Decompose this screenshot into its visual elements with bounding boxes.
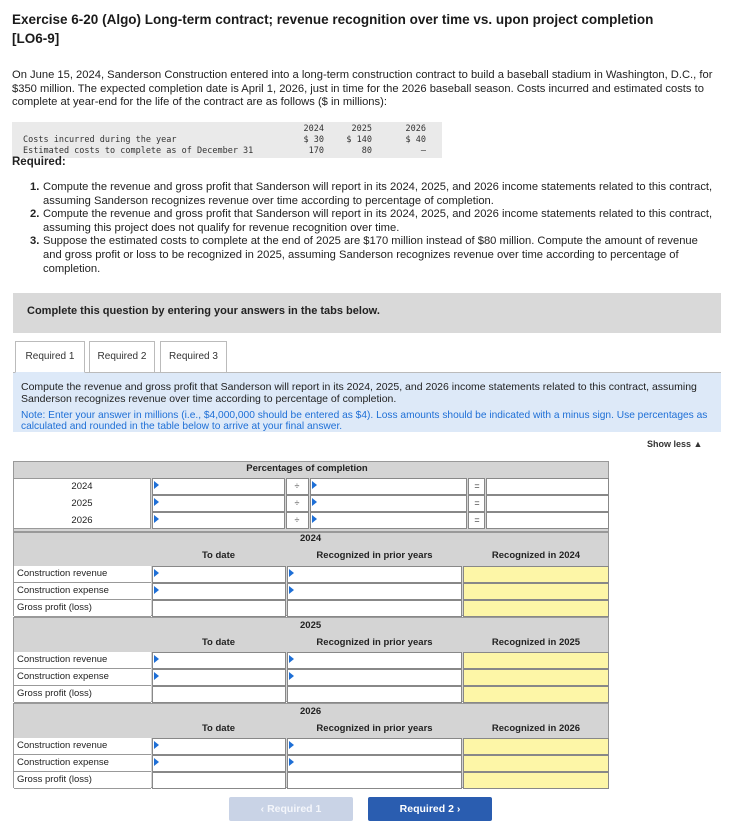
to-date-input[interactable]	[152, 600, 286, 617]
section-year: 2025	[300, 620, 322, 631]
col-to-date: To date	[201, 550, 236, 561]
col-to-date: To date	[201, 637, 236, 648]
prior-years-input[interactable]	[287, 772, 462, 789]
recognized-input[interactable]	[463, 755, 609, 772]
row-label-expense: Construction expense	[14, 669, 151, 686]
divide-symbol: ÷	[294, 515, 300, 525]
instruction-panel	[13, 372, 721, 432]
prior-years-input[interactable]	[287, 566, 462, 583]
question-item: 3. Suppose the estimated costs to complete at the end of 2025 are $170 million instead of $80 million. Compute the amount of revenue and gross profit or loss to be recognized in 2025, assuming Sanderson recognizes revenue over time according to percentage of completion.	[30, 235, 698, 275]
cost-year-2025: 2025	[351, 124, 372, 134]
equals-symbol: =	[474, 515, 480, 525]
recognized-input[interactable]	[463, 583, 609, 600]
next-tab-button[interactable]: Required 2 ›	[368, 797, 492, 821]
col-recognized: Recognized in 2026	[491, 723, 581, 734]
col-prior-years: Recognized in prior years	[316, 637, 433, 648]
row-label-gross-profit: Gross profit (loss)	[14, 600, 151, 617]
poc-denominator-input[interactable]	[310, 512, 467, 529]
poc-result-input[interactable]	[486, 512, 609, 529]
to-date-input[interactable]	[152, 652, 286, 669]
to-date-input[interactable]	[152, 583, 286, 600]
problem-intro: On June 15, 2024, Sanderson Construction entered into a long-term construction contract to build a baseball stadium in Washington, D.C., for $350 million. The expected completion date is April 1, 2026, just in time for the 2026 baseball season. Costs incurred and estimated costs to complete at year-end for the life of the contract are as follows ($ in millions):	[12, 69, 713, 108]
poc-year: 2025	[71, 498, 93, 509]
recognized-input[interactable]	[463, 652, 609, 669]
prior-years-input[interactable]	[287, 583, 462, 600]
col-prior-years: Recognized in prior years	[316, 723, 433, 734]
cost-value: 80	[361, 146, 372, 156]
col-recognized: Recognized in 2025	[491, 637, 581, 648]
row-label-revenue: Construction revenue	[14, 738, 151, 755]
cost-row-label: Costs incurred during the year	[23, 135, 177, 145]
to-date-input[interactable]	[152, 772, 286, 789]
required-heading: Required:	[12, 156, 66, 168]
cost-row-label: Estimated costs to complete as of December 31	[23, 146, 254, 156]
row-label-expense: Construction expense	[14, 755, 151, 772]
section-year: 2026	[300, 706, 322, 717]
prior-years-input[interactable]	[287, 686, 462, 703]
row-label-revenue: Construction revenue	[14, 566, 151, 583]
poc-numerator-input[interactable]	[152, 495, 285, 512]
cost-value: 170	[308, 146, 324, 156]
page-title: Exercise 6-20 (Algo) Long-term contract; revenue recognition over time vs. upon project completion [LO6-9]	[12, 12, 654, 46]
cost-value: $ 30	[303, 135, 324, 145]
cost-value: –	[420, 146, 426, 156]
row-label-revenue: Construction revenue	[14, 652, 151, 669]
instruction-note: Note: Enter your answer in millions (i.e., $4,000,000 should be entered as $4). Loss amounts should be indicated with a minus sign. Use percentages as calculated and rounded in the table below to arrive at your final answer.	[21, 410, 708, 432]
recognized-input[interactable]	[463, 669, 609, 686]
recognized-input[interactable]	[463, 686, 609, 703]
to-date-input[interactable]	[152, 738, 286, 755]
show-less-link[interactable]: Show less ▲	[647, 439, 703, 449]
col-to-date: To date	[201, 723, 236, 734]
cost-year-2026: 2026	[405, 124, 426, 134]
question-item: 2. Compute the revenue and gross profit that Sanderson will report in its 2024, 2025, and 2026 income statements related to this contract, assuming this project does not qualify for revenue recognition over time.	[30, 208, 713, 234]
tabs-banner: Complete this question by entering your answers in the tabs below.	[13, 293, 721, 333]
question-list	[12, 181, 718, 276]
divide-symbol: ÷	[294, 481, 300, 491]
prior-years-input[interactable]	[287, 669, 462, 686]
to-date-input[interactable]	[152, 566, 286, 583]
to-date-input[interactable]	[152, 755, 286, 772]
cost-table	[12, 122, 442, 158]
prior-years-input[interactable]	[287, 738, 462, 755]
poc-year: 2024	[71, 481, 93, 492]
row-label-gross-profit: Gross profit (loss)	[14, 686, 151, 703]
tab-required-3[interactable]: Required 3	[160, 341, 227, 373]
poc-denominator-input[interactable]	[310, 495, 467, 512]
prior-years-input[interactable]	[287, 652, 462, 669]
row-label-expense: Construction expense	[14, 583, 151, 600]
poc-denominator-input[interactable]	[310, 478, 467, 495]
cost-year-2024: 2024	[303, 124, 324, 134]
to-date-input[interactable]	[152, 686, 286, 703]
prior-years-input[interactable]	[287, 600, 462, 617]
to-date-input[interactable]	[152, 669, 286, 686]
question-item: 1. Compute the revenue and gross profit that Sanderson will report in its 2024, 2025, and 2026 income statements related to this contract, assuming Sanderson recognizes revenue over time according to percentage of completion.	[30, 181, 713, 207]
tab-required-2[interactable]: Required 2	[89, 341, 155, 373]
recognized-input[interactable]	[463, 772, 609, 789]
poc-year: 2026	[71, 515, 93, 526]
poc-numerator-input[interactable]	[152, 512, 285, 529]
tab-required-1[interactable]: Required 1	[15, 341, 85, 373]
instruction-text: Compute the revenue and gross profit that Sanderson will report in its 2024, 2025, and 2026 income statements related to this contract, assuming Sanderson recognizes revenue over time according to percentage of completion.	[21, 381, 697, 405]
cost-value: $ 40	[405, 135, 426, 145]
poc-result-input[interactable]	[486, 495, 609, 512]
poc-header: Percentages of completion	[246, 463, 368, 474]
equals-symbol: =	[474, 498, 480, 508]
recognized-input[interactable]	[463, 566, 609, 583]
prev-tab-button[interactable]: ‹ Required 1	[229, 797, 353, 821]
divide-symbol: ÷	[294, 498, 300, 508]
section-year: 2024	[300, 533, 322, 544]
prior-years-input[interactable]	[287, 755, 462, 772]
row-label-gross-profit: Gross profit (loss)	[14, 772, 151, 789]
recognized-input[interactable]	[463, 600, 609, 617]
chevron-right-icon: ›	[456, 803, 461, 815]
chevron-left-icon: ‹	[260, 803, 265, 815]
recognized-input[interactable]	[463, 738, 609, 755]
equals-symbol: =	[474, 481, 480, 491]
col-prior-years: Recognized in prior years	[316, 550, 433, 561]
poc-result-input[interactable]	[486, 478, 609, 495]
col-recognized: Recognized in 2024	[491, 550, 581, 561]
cost-value: $ 140	[346, 135, 372, 145]
poc-numerator-input[interactable]	[152, 478, 285, 495]
